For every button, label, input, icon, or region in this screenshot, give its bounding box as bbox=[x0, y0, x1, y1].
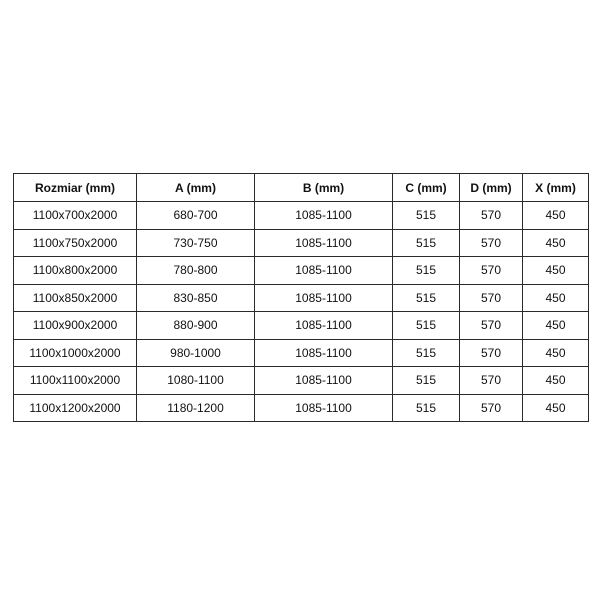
table-row bbox=[14, 257, 589, 285]
cell-size: 1100x750x2000 bbox=[14, 229, 137, 257]
cell-x: 450 bbox=[523, 257, 589, 285]
cell-c: 515 bbox=[393, 394, 460, 422]
cell-c: 515 bbox=[393, 284, 460, 312]
cell-a: 830-850 bbox=[137, 284, 255, 312]
header-c: C (mm) bbox=[393, 174, 460, 202]
table-row bbox=[14, 229, 589, 257]
cell-c: 515 bbox=[393, 202, 460, 230]
cell-x: 450 bbox=[523, 284, 589, 312]
cell-size: 1100x900x2000 bbox=[14, 312, 137, 340]
table-header-row bbox=[14, 174, 589, 202]
cell-a: 880-900 bbox=[137, 312, 255, 340]
cell-b: 1085-1100 bbox=[255, 257, 393, 285]
table-row bbox=[14, 284, 589, 312]
cell-size: 1100x1000x2000 bbox=[14, 339, 137, 367]
cell-b: 1085-1100 bbox=[255, 202, 393, 230]
cell-d: 570 bbox=[460, 312, 523, 340]
cell-d: 570 bbox=[460, 367, 523, 395]
cell-a: 730-750 bbox=[137, 229, 255, 257]
cell-c: 515 bbox=[393, 312, 460, 340]
cell-x: 450 bbox=[523, 202, 589, 230]
header-a: A (mm) bbox=[137, 174, 255, 202]
cell-d: 570 bbox=[460, 339, 523, 367]
table-row bbox=[14, 339, 589, 367]
cell-size: 1100x1200x2000 bbox=[14, 394, 137, 422]
cell-x: 450 bbox=[523, 312, 589, 340]
cell-size: 1100x800x2000 bbox=[14, 257, 137, 285]
cell-c: 515 bbox=[393, 339, 460, 367]
cell-size: 1100x850x2000 bbox=[14, 284, 137, 312]
cell-x: 450 bbox=[523, 394, 589, 422]
cell-b: 1085-1100 bbox=[255, 339, 393, 367]
cell-size: 1100x1100x2000 bbox=[14, 367, 137, 395]
cell-size: 1100x700x2000 bbox=[14, 202, 137, 230]
cell-a: 1080-1100 bbox=[137, 367, 255, 395]
header-d: D (mm) bbox=[460, 174, 523, 202]
cell-a: 980-1000 bbox=[137, 339, 255, 367]
cell-x: 450 bbox=[523, 229, 589, 257]
header-size: Rozmiar (mm) bbox=[14, 174, 137, 202]
cell-c: 515 bbox=[393, 229, 460, 257]
table-row bbox=[14, 312, 589, 340]
table-row bbox=[14, 202, 589, 230]
table-row bbox=[14, 394, 589, 422]
table-row bbox=[14, 367, 589, 395]
cell-x: 450 bbox=[523, 339, 589, 367]
cell-a: 680-700 bbox=[137, 202, 255, 230]
header-b: B (mm) bbox=[255, 174, 393, 202]
cell-b: 1085-1100 bbox=[255, 284, 393, 312]
cell-d: 570 bbox=[460, 394, 523, 422]
cell-x: 450 bbox=[523, 367, 589, 395]
header-x: X (mm) bbox=[523, 174, 589, 202]
cell-b: 1085-1100 bbox=[255, 367, 393, 395]
cell-b: 1085-1100 bbox=[255, 229, 393, 257]
cell-d: 570 bbox=[460, 257, 523, 285]
dimensions-table bbox=[13, 173, 589, 422]
cell-a: 1180-1200 bbox=[137, 394, 255, 422]
cell-b: 1085-1100 bbox=[255, 394, 393, 422]
cell-d: 570 bbox=[460, 202, 523, 230]
cell-d: 570 bbox=[460, 229, 523, 257]
cell-d: 570 bbox=[460, 284, 523, 312]
cell-c: 515 bbox=[393, 257, 460, 285]
cell-c: 515 bbox=[393, 367, 460, 395]
cell-b: 1085-1100 bbox=[255, 312, 393, 340]
cell-a: 780-800 bbox=[137, 257, 255, 285]
